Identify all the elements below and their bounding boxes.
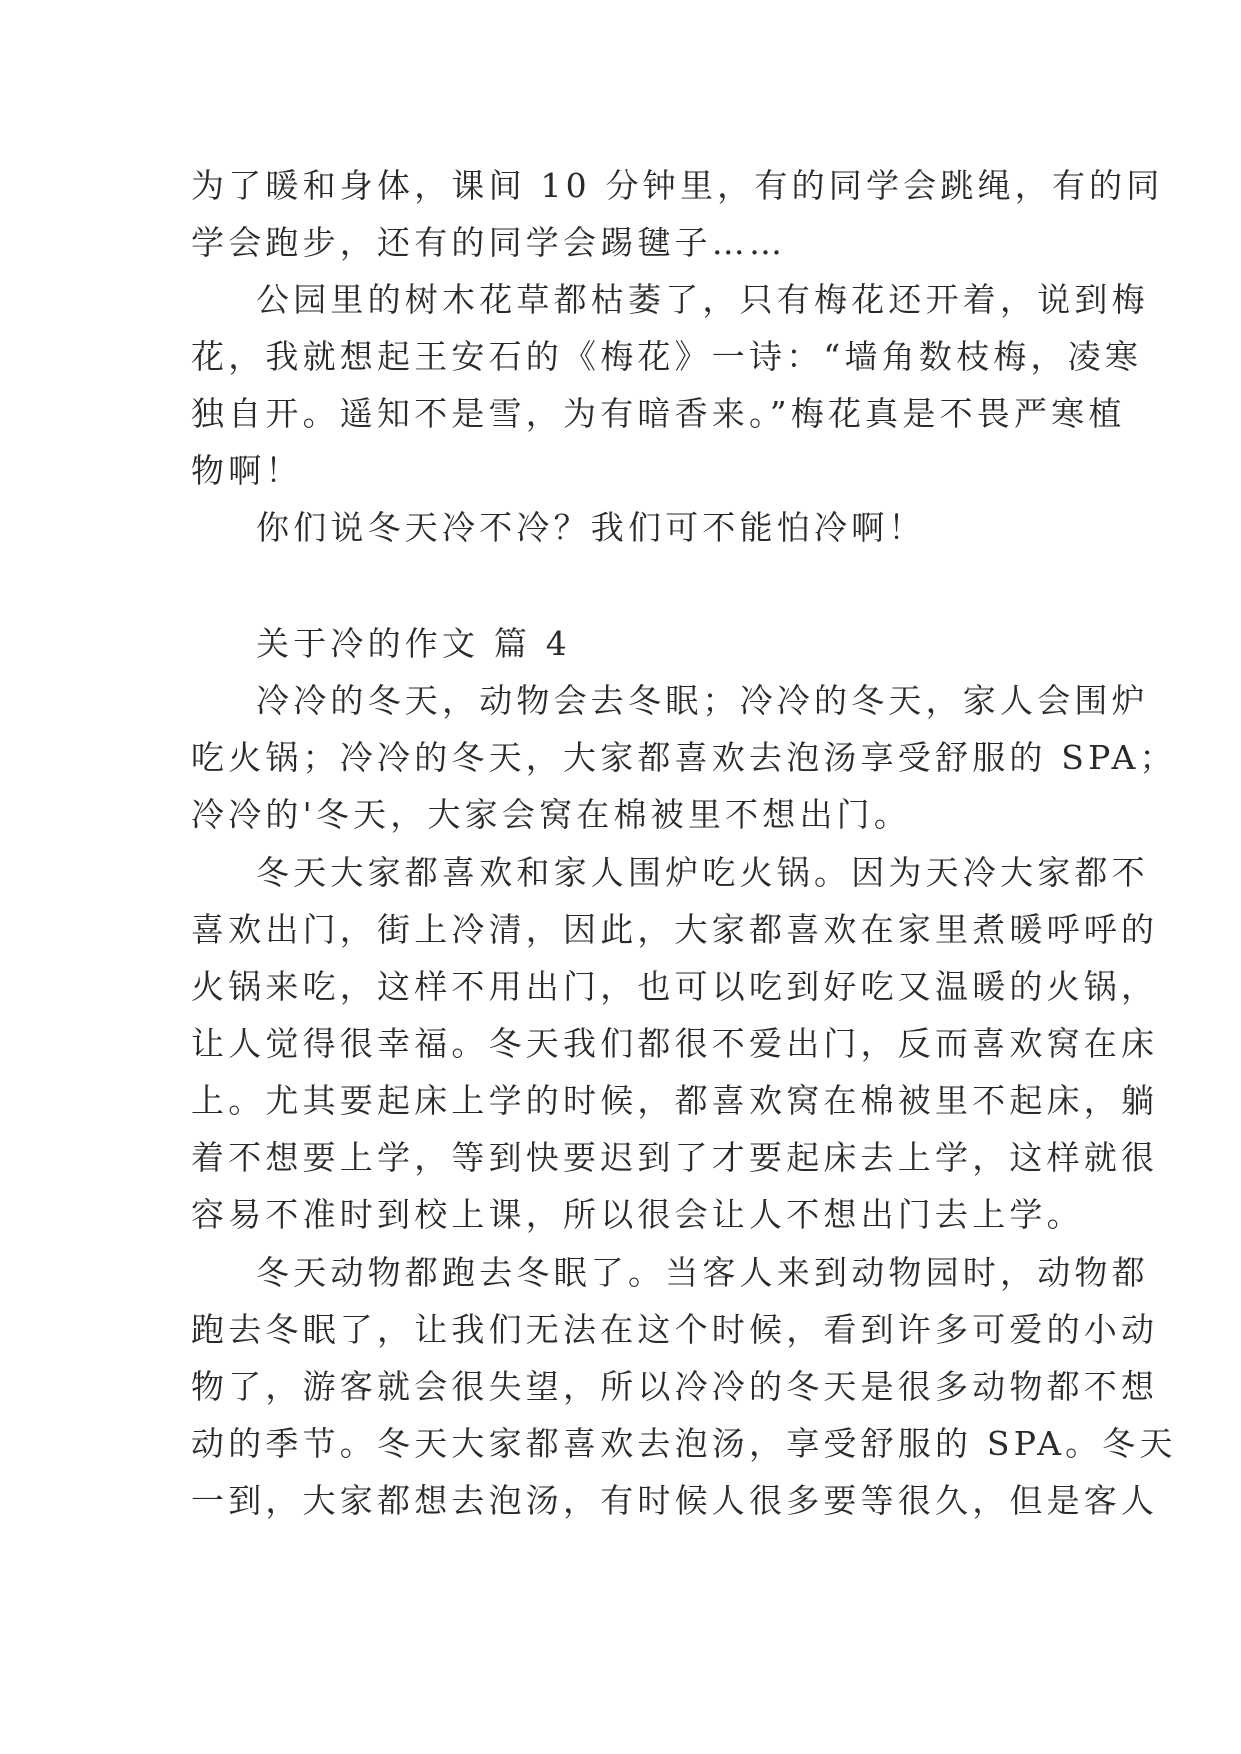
text-line: 物啊！ <box>191 451 303 490</box>
text-line: 你们说冬天冷不冷？我们可不能怕冷啊！ <box>256 508 926 547</box>
text-line: 一到，大家都想去泡汤，有时候人很多要等很久，但是客人 <box>191 1481 1159 1520</box>
text-line: 吃火锅；冷冷的冬天，大家都喜欢去泡汤享受舒服的 SPA； <box>191 738 1177 777</box>
text-line: 着不想要上学，等到快要迟到了才要起床去上学，这样就很 <box>191 1138 1159 1177</box>
text-line: 冬天动物都跑去冬眠了。当客人来到动物园时，动物都 <box>256 1253 1149 1292</box>
text-line: 跑去冬眠了，让我们无法在这个时候，看到许多可爱的小动 <box>191 1310 1159 1349</box>
text-line: 动的季节。冬天大家都喜欢去泡汤，享受舒服的 SPA。冬天 <box>191 1424 1177 1463</box>
text-line: 物了，游客就会很失望，所以冷冷的冬天是很多动物都不想 <box>191 1367 1159 1406</box>
text-line: 学会跑步，还有的同学会踢毽子…… <box>191 223 787 262</box>
text-line: 喜欢出门，街上冷清，因此，大家都喜欢在家里煮暖呼呼的 <box>191 910 1159 949</box>
text-line: 为了暖和身体，课间 10 分钟里，有的同学会跳绳，有的同 <box>191 166 1164 205</box>
text-line: 上。尤其要起床上学的时候，都喜欢窝在棉被里不起床，躺 <box>191 1081 1159 1120</box>
text-line: 独自开。遥知不是雪，为有暗香来。”梅花真是不畏严寒植 <box>191 394 1126 433</box>
text-line: 公园里的树木花草都枯萎了，只有梅花还开着，说到梅 <box>256 280 1149 319</box>
text-line: 让人觉得很幸福。冬天我们都很不爱出门，反而喜欢窝在床 <box>191 1024 1159 1063</box>
text-line: 容易不准时到校上课，所以很会让人不想出门去上学。 <box>191 1195 1084 1234</box>
text-line: 冬天大家都喜欢和家人围炉吃火锅。因为天冷大家都不 <box>256 853 1149 892</box>
text-line: 火锅来吃，这样不用出门，也可以吃到好吃又温暖的火锅， <box>191 967 1159 1006</box>
text-line: 冷冷的冬天，动物会去冬眠；冷冷的冬天，家人会围炉 <box>256 681 1149 720</box>
text-line: 冷冷的'冬天，大家会窝在棉被里不想出门。 <box>191 795 912 834</box>
section-heading: 关于冷的作文 篇 4 <box>256 624 571 663</box>
text-line: 花，我就想起王安石的《梅花》一诗：“墙角数枝梅，凌寒 <box>191 337 1143 376</box>
